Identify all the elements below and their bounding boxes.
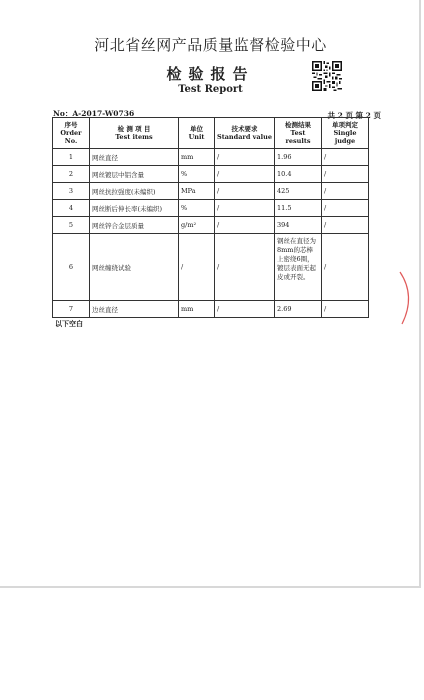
cell-order-no: 5 xyxy=(53,217,90,234)
table-row xyxy=(53,183,369,200)
cell-unit: g/m² xyxy=(179,217,215,234)
table-row xyxy=(53,166,369,183)
header-test-items: 检 测 项 目 Test items xyxy=(90,118,179,149)
cell-judge: / xyxy=(322,200,369,217)
cell-order-no: 2 xyxy=(53,166,90,183)
cell-result: 11.5 xyxy=(275,200,322,217)
cell-judge: / xyxy=(322,183,369,200)
cell-order-no: 7 xyxy=(53,301,90,318)
header-unit: 单位 Unit xyxy=(179,118,215,149)
cell-standard: / xyxy=(215,183,275,200)
cell-test-item: 网丝抗拉强度(未编织) xyxy=(90,183,179,200)
cell-order-no: 1 xyxy=(53,149,90,166)
cell-test-item: 网丝镀层中铝含量 xyxy=(90,166,179,183)
cell-test-item: 边丝直径 xyxy=(90,301,179,318)
cell-judge: / xyxy=(322,166,369,183)
cell-standard: / xyxy=(215,301,275,318)
cell-test-item: 网丝锌合金层质量 xyxy=(90,217,179,234)
table-row xyxy=(53,149,369,166)
cell-test-item: 网丝断后伸长率(未编织) xyxy=(90,200,179,217)
cell-unit: MPa xyxy=(179,183,215,200)
test-results-table xyxy=(52,117,369,318)
header-standard-value: 技术要求 Standard value xyxy=(215,118,275,149)
cell-judge: / xyxy=(322,217,369,234)
cell-unit: % xyxy=(179,166,215,183)
red-stamp-edge-mark xyxy=(398,270,418,326)
cell-standard: / xyxy=(215,149,275,166)
cell-result: 394 xyxy=(275,217,322,234)
organization-name: 河北省丝网产品质量监督检验中心 xyxy=(94,36,327,54)
header-single-judge: 单项判定 Single judge xyxy=(322,118,369,149)
cell-order-no: 3 xyxy=(53,183,90,200)
report-number: No：A-2017-W0736 xyxy=(53,109,135,118)
cell-unit: mm xyxy=(179,149,215,166)
qr-code-icon xyxy=(312,61,342,91)
blank-below-note: 以下空白 xyxy=(55,319,83,328)
cell-order-no: 4 xyxy=(53,200,90,217)
table-header-row xyxy=(53,118,369,149)
report-title-cn: 检验报告 xyxy=(166,65,255,83)
cell-standard: / xyxy=(215,217,275,234)
cell-unit: % xyxy=(179,200,215,217)
header-order-no: 序号 Order No. xyxy=(53,118,90,149)
table-row xyxy=(53,301,369,318)
cell-standard: / xyxy=(215,166,275,183)
cell-unit: mm xyxy=(179,301,215,318)
cell-result: 10.4 xyxy=(275,166,322,183)
cell-standard: / xyxy=(215,200,275,217)
cell-order-no: 6 xyxy=(53,234,90,301)
cell-test-item: 网丝缠绕试验 xyxy=(90,234,179,301)
page-count: 共 2 页 第 2 页 xyxy=(327,111,381,120)
report-title-en: Test Report xyxy=(178,84,243,95)
header-test-results: 检测结果 Test results xyxy=(275,118,322,149)
cell-test-item: 网丝直径 xyxy=(90,149,179,166)
cell-judge: / xyxy=(322,234,369,301)
cell-judge: / xyxy=(322,149,369,166)
cell-result: 钢丝在直径为8mm的芯棒上密绕6圈，镀层表面无起皮或开裂。 xyxy=(275,234,322,301)
page-background-below xyxy=(0,590,424,700)
table-row xyxy=(53,217,369,234)
cell-result: 1.96 xyxy=(275,149,322,166)
cell-unit: / xyxy=(179,234,215,301)
cell-standard: / xyxy=(215,234,275,301)
table-row xyxy=(53,234,369,301)
table-row xyxy=(53,200,369,217)
cell-judge: / xyxy=(322,301,369,318)
cell-result: 2.69 xyxy=(275,301,322,318)
cell-result: 425 xyxy=(275,183,322,200)
